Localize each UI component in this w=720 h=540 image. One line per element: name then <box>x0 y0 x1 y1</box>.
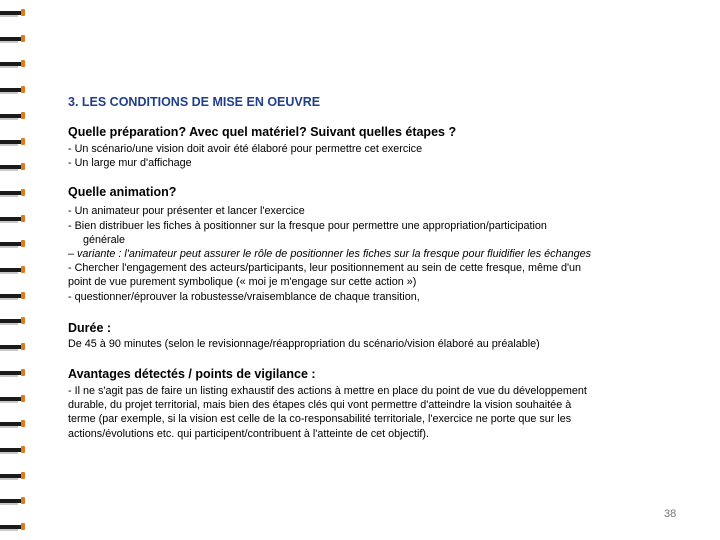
binding-ring <box>0 445 26 455</box>
binding-ring <box>0 137 26 147</box>
duree-title: Durée : <box>68 320 112 335</box>
preparation-title: Quelle préparation? Avec quel matériel? Suivant quelles étapes ? <box>68 125 457 139</box>
binding-ring <box>0 394 26 404</box>
animation-line: point de vue purement symbolique (« moi je m'engage sur cette action ») <box>68 276 417 289</box>
avantages-line: actions/évolutions etc. qui participent/contribuent à l'atteinte de cet objectif). <box>68 427 429 440</box>
binding-ring <box>0 239 26 249</box>
binding-ring <box>0 59 26 69</box>
binding-ring <box>0 188 26 198</box>
animation-line: générale <box>83 233 126 246</box>
binding-ring <box>0 8 26 18</box>
binding-ring <box>0 85 26 95</box>
page-content <box>68 94 658 441</box>
avantages-line: - Il ne s'agit pas de faire un listing exhaustif des actions à mettre en place du point de vue du développement <box>68 385 587 398</box>
binding-ring <box>0 471 26 481</box>
avantages-line: terme (par exemple, si la vision est celle de la co-responsabilité territoriale, l'exercice ne porte que sur les <box>68 413 572 426</box>
page-number: 38 <box>664 508 677 520</box>
binding-ring <box>0 342 26 352</box>
avantages-title: Avantages détectés / points de vigilance : <box>68 367 316 382</box>
preparation-line: - Un scénario/une vision doit avoir été élaboré pour permettre cet exercice <box>68 143 423 155</box>
binding-ring <box>0 34 26 44</box>
binding-ring <box>0 162 26 172</box>
animation-line: - Chercher l'engagement des acteurs/participants, leur positionnement au sein de cette fresque, même d'un <box>68 262 582 275</box>
binding-ring <box>0 111 26 121</box>
avantages-line: durable, du projet territorial, mais bien des étapes clés qui vont permettre d'atteindre la vision souhaitée à <box>68 399 572 412</box>
duree-line: De 45 à 90 minutes (selon le revisionnage/réappropriation du scénario/vision élaboré au préalable) <box>68 337 540 350</box>
binding-ring <box>0 291 26 301</box>
binding-ring <box>0 265 26 275</box>
binding-ring <box>0 316 26 326</box>
binding-ring <box>0 368 26 378</box>
notebook-binding <box>0 0 30 540</box>
animation-title: Quelle animation? <box>68 185 177 200</box>
animation-line: - questionner/éprouver la robustesse/vraisemblance de chaque transition, <box>68 290 420 303</box>
preparation-line: - Un large mur d'affichage <box>68 157 192 170</box>
binding-ring <box>0 214 26 224</box>
animation-line: - Bien distribuer les fiches à positionner sur la fresque pour permettre une appropriation/participation <box>68 219 547 232</box>
binding-ring <box>0 522 26 532</box>
animation-line: - Un animateur pour présenter et lancer l'exercice <box>68 205 305 218</box>
binding-ring <box>0 496 26 506</box>
section-heading: 3. LES CONDITIONS DE MISE EN OEUVRE <box>68 95 321 109</box>
animation-variante: – variante : l'animateur peut assurer le rôle de positionner les fiches sur la fresque pour fluidifier les échanges <box>68 248 591 261</box>
binding-ring <box>0 419 26 429</box>
